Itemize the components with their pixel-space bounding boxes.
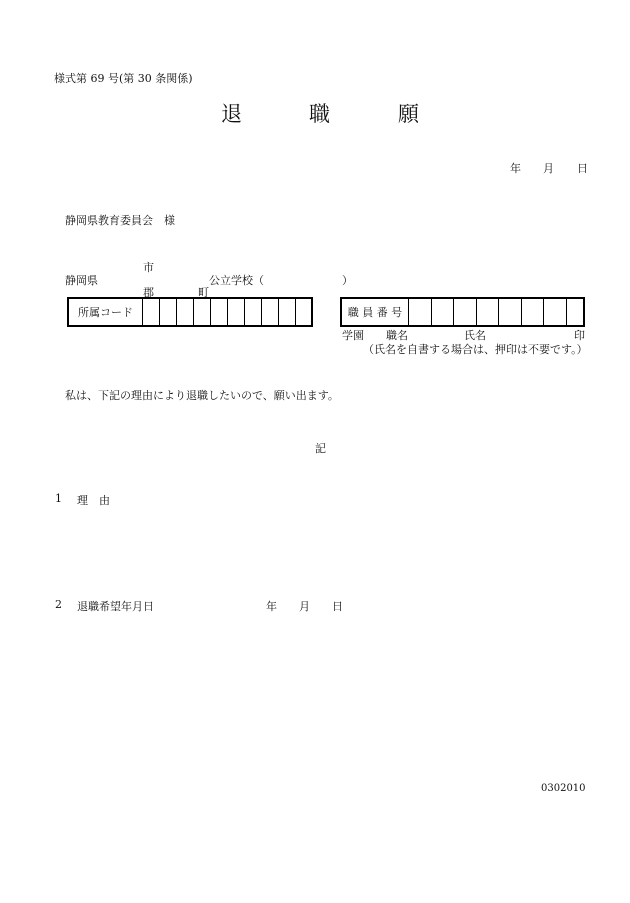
staff-number-cell[interactable] bbox=[522, 299, 545, 325]
retire-date-day: 日 bbox=[332, 600, 343, 613]
title-char-1: 退 bbox=[221, 102, 242, 126]
addressee: 静岡県教育委員会 様 bbox=[65, 214, 175, 227]
staff-number-box bbox=[340, 297, 585, 327]
staff-number-cell[interactable] bbox=[499, 299, 522, 325]
school-shi: 市 bbox=[143, 261, 154, 274]
form-number: 様式第 69 号(第 30 条関係) bbox=[54, 72, 193, 85]
school-prefecture: 静岡県 bbox=[65, 274, 98, 287]
affiliation-code-label: 所属コード bbox=[69, 299, 143, 325]
staff-number-label: 職 員 番 号 bbox=[342, 299, 409, 325]
staff-number-cell[interactable] bbox=[454, 299, 477, 325]
affiliation-code-cell[interactable] bbox=[160, 299, 177, 325]
school-gun: 郡 bbox=[143, 286, 154, 299]
date-month: 月 bbox=[543, 162, 554, 175]
school-type: 公立学校（ bbox=[209, 274, 264, 287]
affiliation-code-cell[interactable] bbox=[143, 299, 160, 325]
name-line-position: 職名 bbox=[386, 329, 408, 342]
name-line-name: 氏名 bbox=[464, 329, 486, 342]
item-2-label: 退職希望年月日 bbox=[77, 600, 154, 613]
title-char-3: 願 bbox=[398, 102, 419, 126]
document-code: 0302010 bbox=[541, 783, 586, 794]
name-line-school: 学園 bbox=[342, 329, 364, 342]
name-note: （氏名を自書する場合は、押印は不要です。） bbox=[363, 343, 588, 356]
staff-number-cell[interactable] bbox=[432, 299, 455, 325]
affiliation-code-cell[interactable] bbox=[262, 299, 279, 325]
school-close-paren: ） bbox=[342, 274, 353, 287]
staff-number-cell[interactable] bbox=[567, 299, 584, 325]
title-char-2: 職 bbox=[309, 102, 330, 126]
request-text: 私は、下記の理由により退職したいので、願い出ます。 bbox=[65, 389, 339, 402]
affiliation-code-cell[interactable] bbox=[177, 299, 194, 325]
name-line-seal: 印 bbox=[574, 329, 585, 342]
affiliation-code-cell[interactable] bbox=[296, 299, 311, 325]
staff-number-cell[interactable] bbox=[544, 299, 567, 325]
date-year: 年 bbox=[510, 162, 521, 175]
retire-date-year: 年 bbox=[266, 600, 277, 613]
staff-number-cell[interactable] bbox=[477, 299, 500, 325]
affiliation-code-cell[interactable] bbox=[228, 299, 245, 325]
affiliation-code-box bbox=[67, 297, 313, 327]
ki-heading: 記 bbox=[315, 442, 326, 455]
item-2-number: 2 bbox=[55, 598, 62, 611]
item-1-label: 理 由 bbox=[77, 494, 110, 507]
item-1-number: 1 bbox=[55, 492, 62, 505]
retire-date-month: 月 bbox=[299, 600, 310, 613]
date-day: 日 bbox=[577, 162, 588, 175]
staff-number-cell[interactable] bbox=[409, 299, 432, 325]
school-machi: 町 bbox=[198, 286, 209, 299]
affiliation-code-cell[interactable] bbox=[279, 299, 296, 325]
affiliation-code-cell[interactable] bbox=[194, 299, 211, 325]
affiliation-code-cell[interactable] bbox=[245, 299, 262, 325]
affiliation-code-cell[interactable] bbox=[211, 299, 228, 325]
